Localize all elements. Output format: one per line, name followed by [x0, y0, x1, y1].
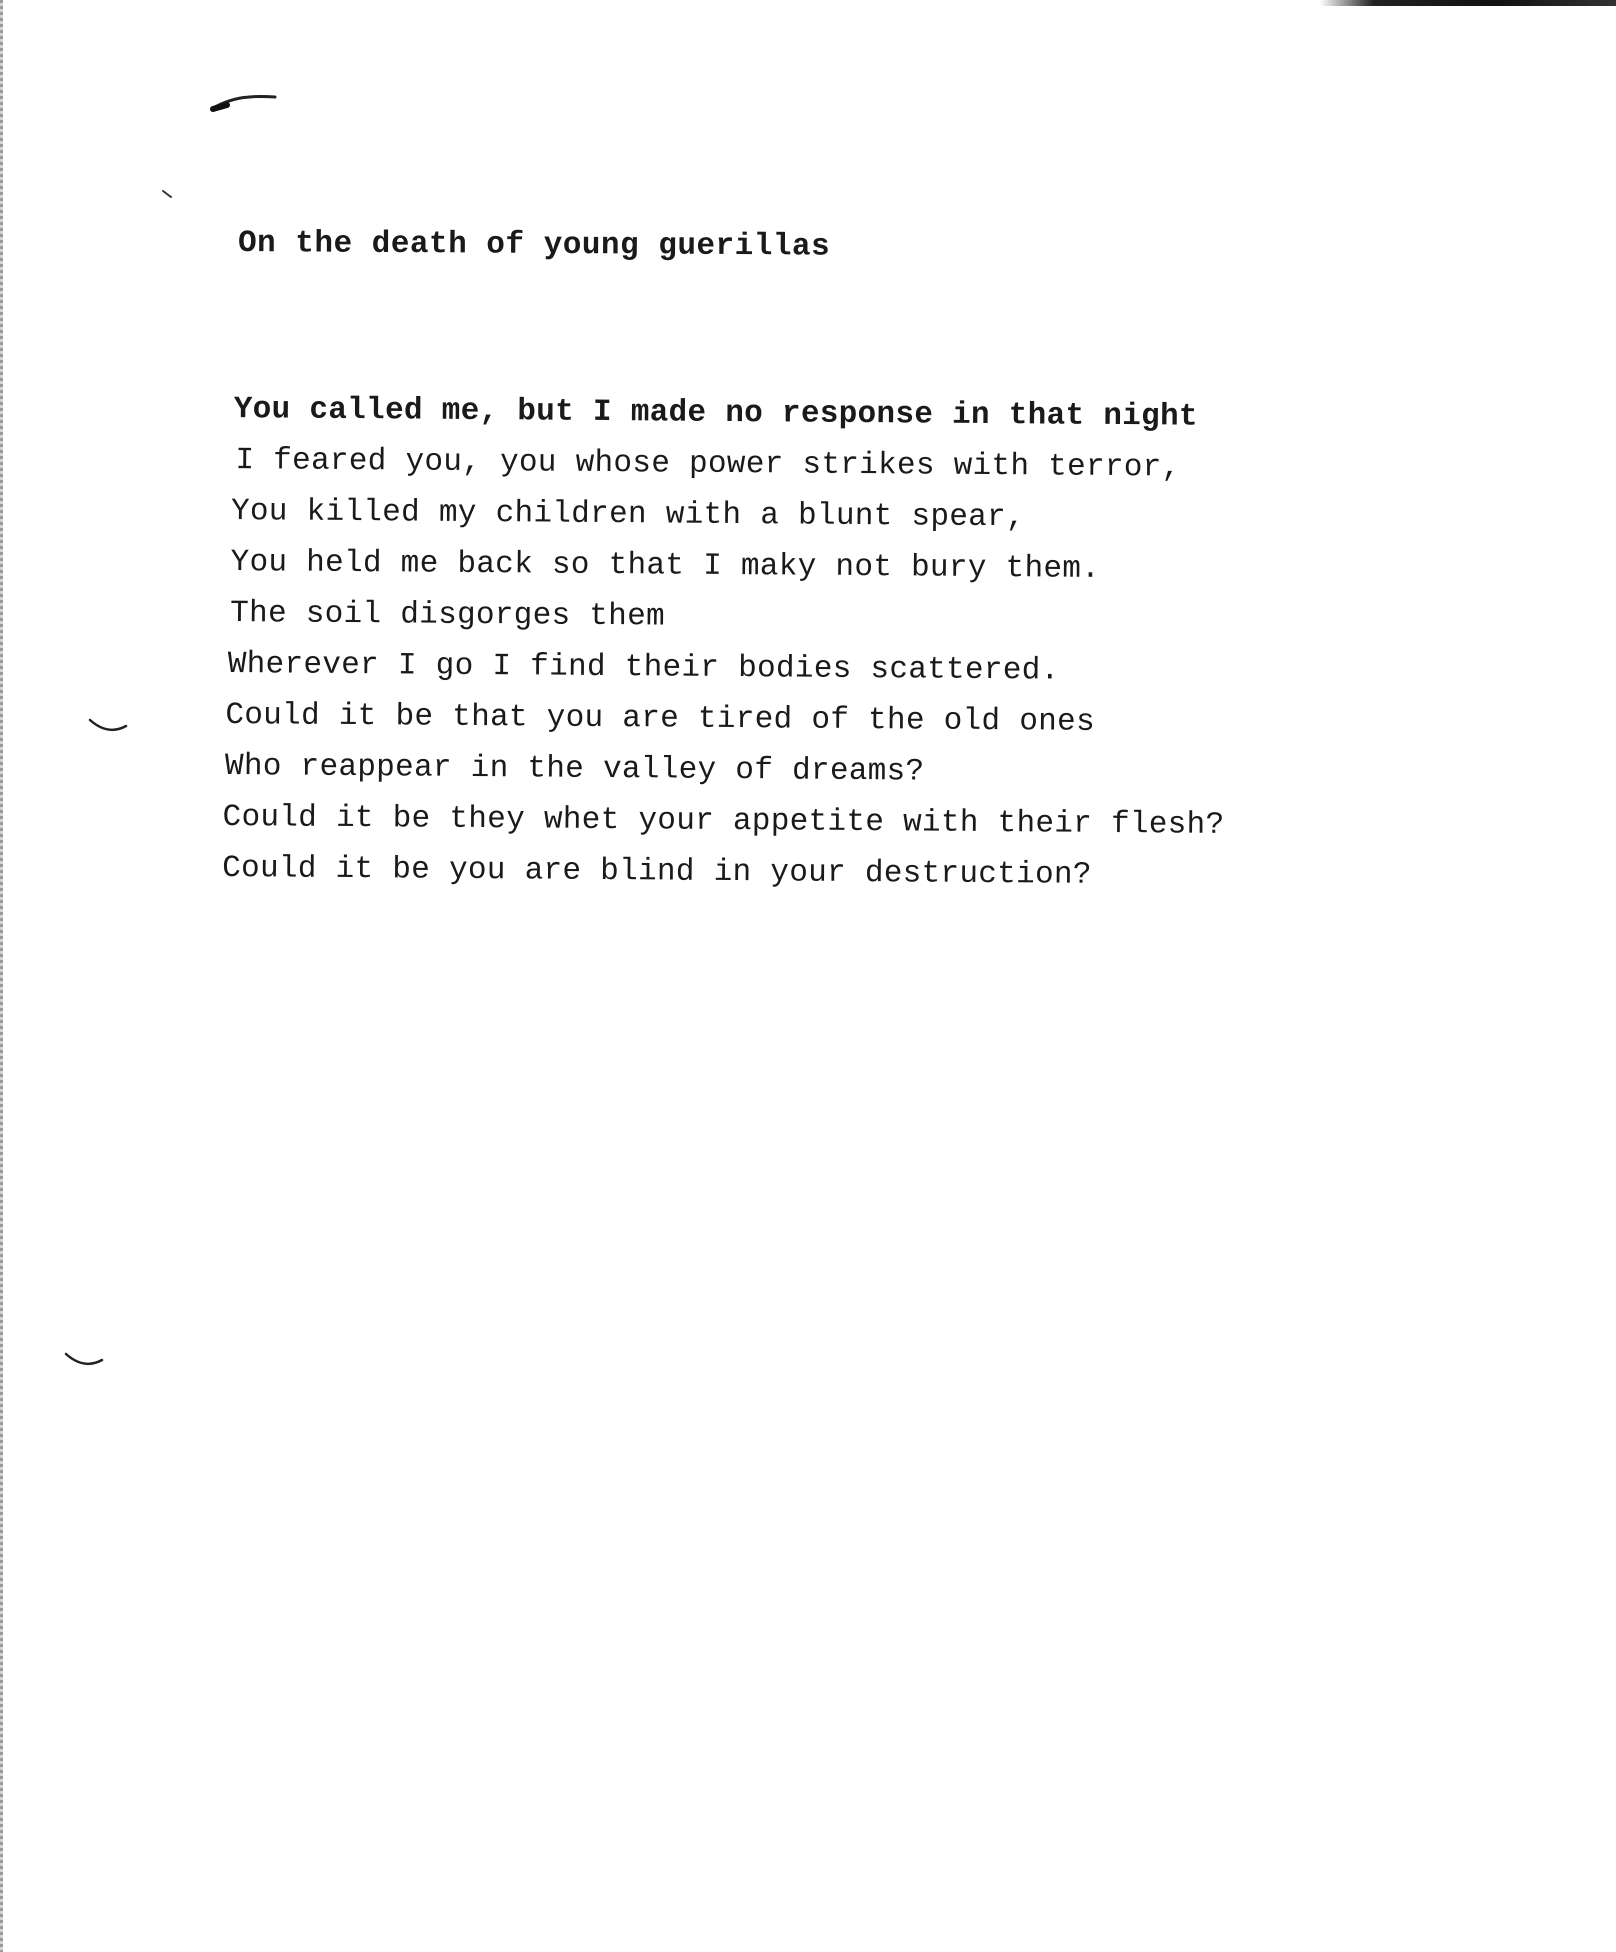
poem-line: The soil disgorges them	[230, 596, 666, 635]
poem-line: Wherever I go I find their bodies scattered.	[227, 647, 1060, 689]
page-top-edge-mark	[1320, 0, 1616, 6]
poem-line: You held me back so that I maky not bury them.	[230, 545, 1101, 587]
poem-title: On the death of young guerillas	[237, 226, 831, 265]
ink-smudge-mark	[205, 85, 285, 115]
poem-line: Could it be they whet your appetite with their flesh?	[222, 800, 1225, 843]
poem-body	[220, 384, 1374, 903]
poem-line: I feared you, you whose power strikes with terror,	[235, 443, 1181, 486]
poem-line: Could it be you are blind in your destruction?	[222, 851, 1092, 893]
poem-line: You killed my children with a blunt spear,	[230, 494, 1026, 536]
poem-line: Who reappear in the valley of dreams?	[224, 749, 925, 790]
binder-hole-mark	[62, 1350, 106, 1372]
tick-mark	[160, 188, 176, 200]
binder-hole-mark	[86, 716, 130, 738]
poem-line: You called me, but I made no response in that night	[233, 392, 1198, 435]
poem-line: Could it be that you are tired of the old ones	[225, 698, 1096, 740]
page-left-edge	[0, 0, 3, 1952]
